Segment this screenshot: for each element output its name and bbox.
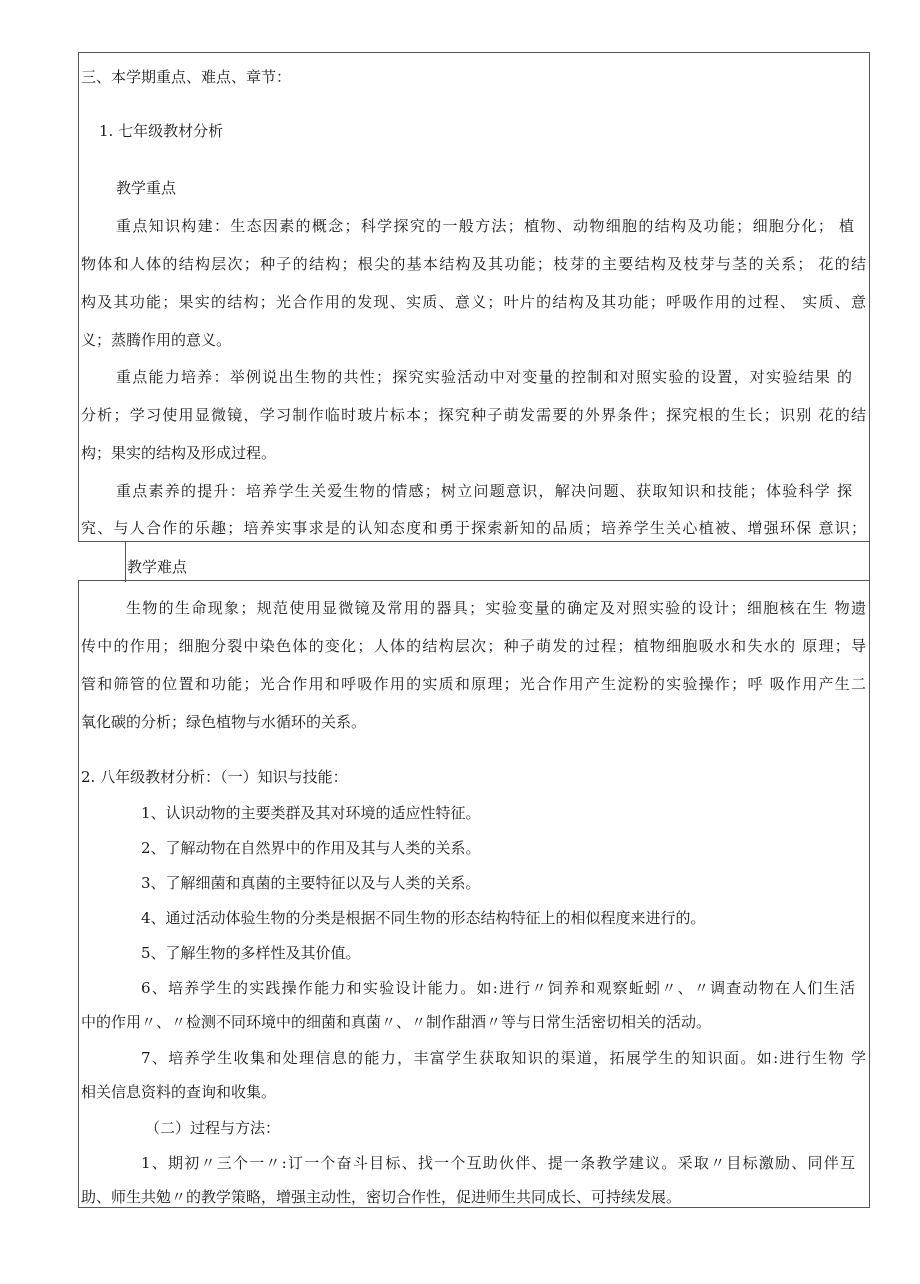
grade8-item-7-line-2: 相关信息资料的查询和收集。 — [81, 1083, 277, 1101]
knowledge-line-2: 物体和人体的结构层次；种子的结构；根尖的基本结构及其功能；枝芽的主要结构及枝芽与茎的关系； 花的结 — [81, 255, 866, 273]
quality-line-2: 究、与人合作的乐趣；培养实事求是的认知态度和勇于探索新知的品质；培养学生关心植被、增强环保 意识； — [81, 519, 866, 537]
ability-line-2: 分析；学习使用显微镜，学习制作临时玻片标本；探究种子萌发需要的外界条件；探究根的生长；识别 花的结 — [81, 406, 866, 424]
grade8-item-6-line-1: 6、培养学生的实践操作能力和实验设计能力。如:进行〃饲养和观察蚯蚓〃、〃调查动物在人们生活 — [141, 979, 855, 997]
grade8-title: 2. 八年级教材分析：（一）知识与技能： — [81, 768, 348, 786]
process-method-title: （二）过程与方法： — [145, 1119, 281, 1137]
process-item-1-line-2: 助、师生共勉〃的教学策略，增强主动性，密切合作性，促进师生共同成长、可持续发展。 — [81, 1188, 682, 1206]
section-heading: 三、本学期重点、难点、章节： — [81, 68, 292, 86]
difficulty-line-1: 生物的生命现象；规范使用显微镜及常用的器具；实验变量的确定及对照实验的设计；细胞核在生 物遗 — [126, 599, 866, 617]
difficulty-line-3: 管和筛管的位置和功能；光合作用和呼吸作用的实质和原理；光合作用产生淀粉的实验操作；呼 吸作用产生二 — [81, 675, 866, 693]
grade8-item-7-line-1: 7、培养学生收集和处理信息的能力，丰富学生获取知识的渠道，拓展学生的知识面。如:进行生物 学 — [141, 1049, 866, 1067]
teaching-focus-title: 教学重点 — [116, 179, 177, 197]
difficulty-line-2: 传中的作用；细胞分裂中染色体的变化；人体的结构层次；种子萌发的过程；植物细胞吸水和失水的 原理；导 — [81, 637, 866, 655]
grade7-title: 1. 七年级教材分析 — [99, 122, 224, 140]
quality-line-1: 重点素养的提升：培养学生关爱生物的情感；树立问题意识，解决问题、获取知识和技能；体验科学 探 — [116, 482, 852, 500]
knowledge-line-1: 重点知识构建：生态因素的概念；科学探究的一般方法；植物、动物细胞的结构及功能；细胞分化； 植 — [116, 217, 854, 235]
ability-line-3: 构；果实的结构及形成过程。 — [81, 444, 277, 462]
difficulty-title-frame — [125, 542, 870, 582]
grade8-item-5: 5、了解生物的多样性及其价值。 — [141, 944, 361, 962]
ability-line-1: 重点能力培养：举例说出生物的共性；探究实验活动中对变量的控制和对照实验的设置，对实验结果 的 — [116, 368, 852, 386]
knowledge-line-3: 构及其功能；果实的结构；光合作用的发现、实质、意义；叶片的结构及其功能；呼吸作用的过程、 实质、意 — [81, 293, 866, 311]
grade8-item-6-line-2: 中的作用〃、〃检测不同环境中的细菌和真菌〃、〃制作甜酒〃等与日常生活密切相关的活动。 — [81, 1013, 712, 1031]
process-item-1-line-1: 1、期初〃三个一〃:订一个奋斗目标、找一个互助伙伴、提一条教学建议。采取〃目标激励、同伴互 — [141, 1154, 855, 1172]
grade8-item-1: 1、认识动物的主要类群及其对环境的适应性特征。 — [141, 804, 481, 822]
teaching-difficulty-title: 教学难点 — [127, 558, 188, 576]
grade8-item-3: 3、了解细菌和真菌的主要特征以及与人类的关系。 — [141, 874, 481, 892]
difficulty-line-4: 氧化碳的分析；绿色植物与水循环的关系。 — [81, 713, 367, 731]
knowledge-line-4: 义；蒸腾作用的意义。 — [81, 331, 232, 349]
grade8-item-4: 4、通过活动体验生物的分类是根据不同生物的形态结构特征上的相似程度来进行的。 — [141, 909, 706, 927]
grade8-item-2: 2、了解动物在自然界中的作用及其与人类的关系。 — [141, 839, 481, 857]
